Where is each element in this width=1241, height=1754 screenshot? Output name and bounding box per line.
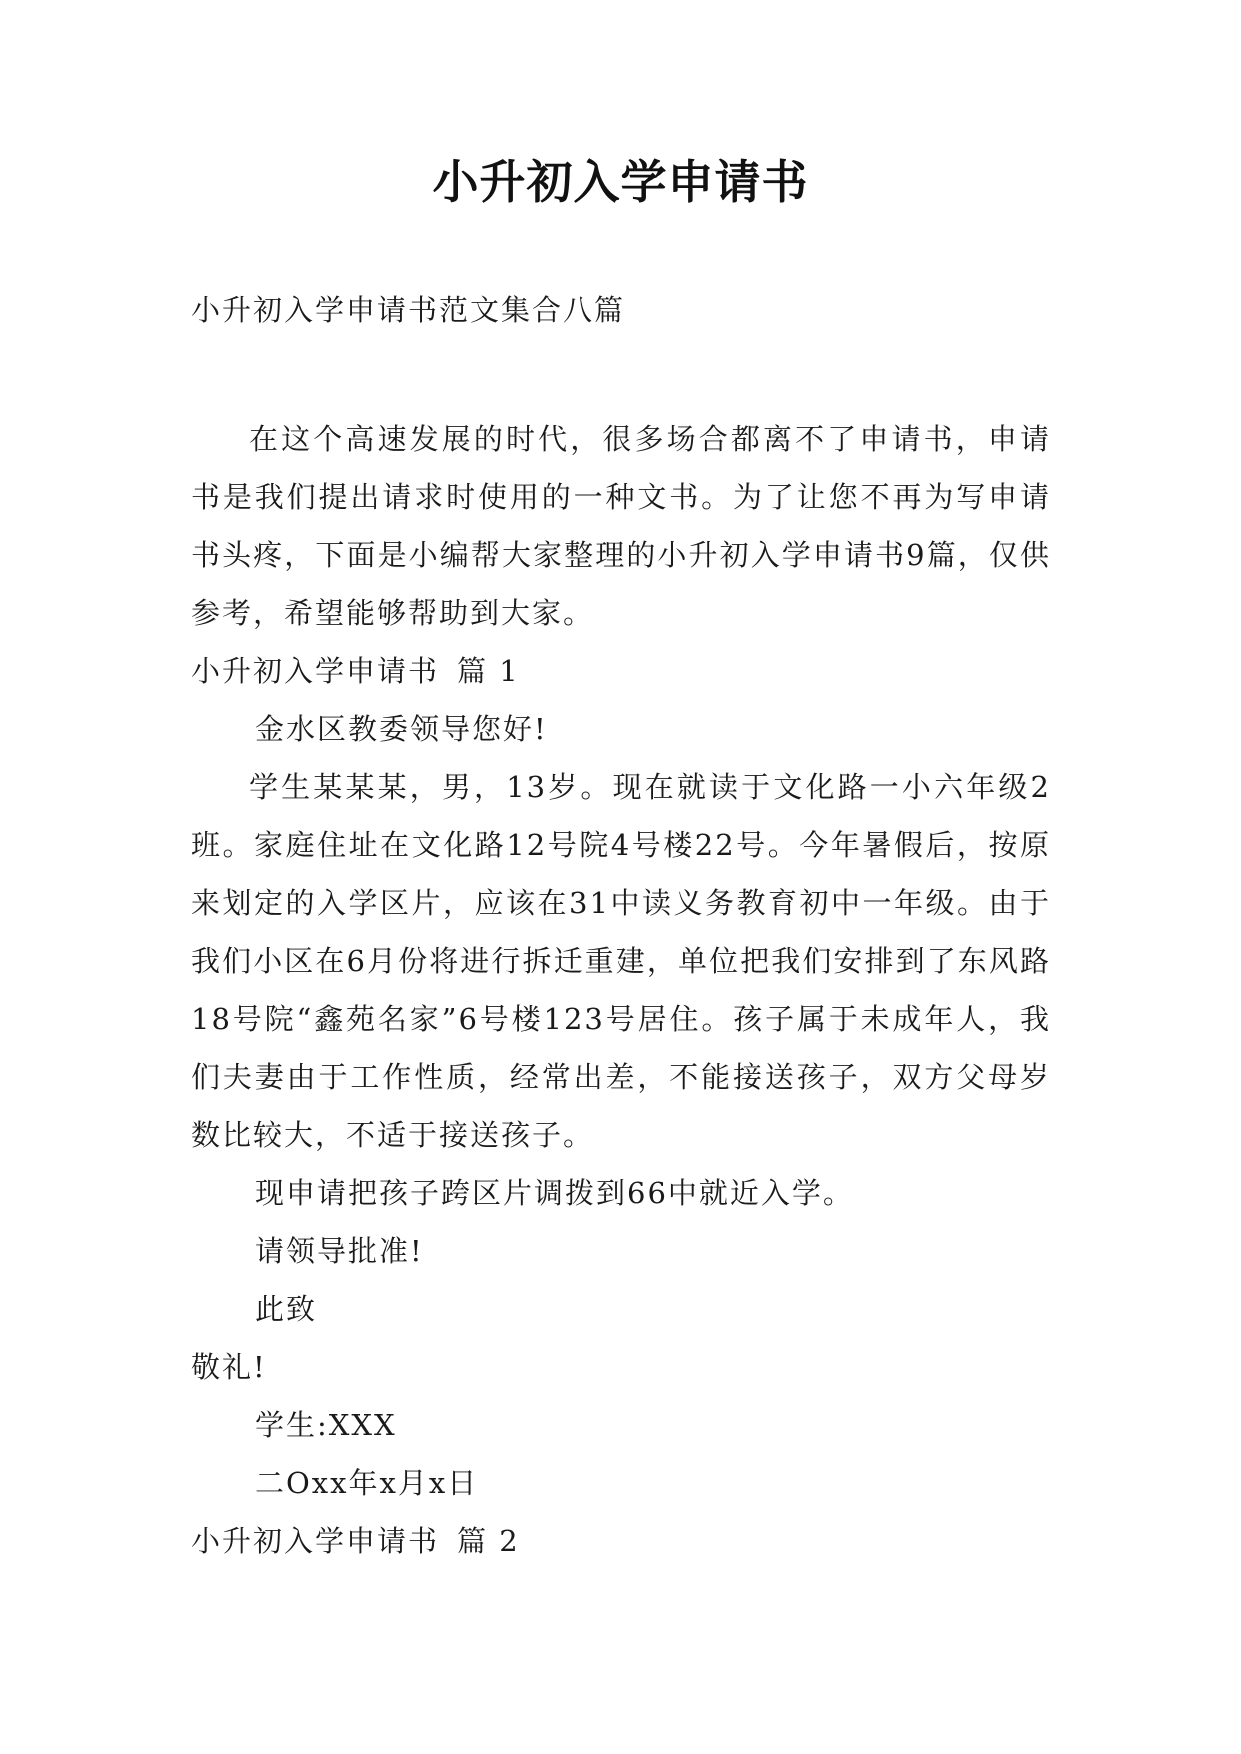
closing-line-2: 敬礼!	[191, 1350, 267, 1384]
section-heading-2-text: 小升初入学申请书	[191, 1524, 440, 1558]
date-line: 二Oxx年x月x日	[255, 1466, 479, 1500]
request-line: 现申请把孩子跨区片调拨到66中就近入学。	[255, 1176, 854, 1210]
document-title: 小升初入学申请书	[432, 155, 809, 209]
section-heading-2-number: 篇 2	[457, 1524, 520, 1558]
document-subtitle: 小升初入学申请书范文集合八篇	[191, 293, 626, 327]
section-heading-1-number: 篇 1	[457, 654, 520, 688]
salutation: 金水区教委领导您好!	[255, 712, 548, 746]
letter-body-paragraph: 学生某某某，男，13岁。现在就读于文化路一小六年级2班。家庭住址在文化路12号院4号楼22号。今年暑假后，按原来划定的入学区片，应该在31中读义务教育初中一年级。由于我们小区在6月份将进行拆迁重建，单位把我们安排到了东风路18号院“鑫苑名家”6号楼123号居住。孩子属于未成年人，我们夫妻由于工作性质，经常出差，不能接送孩子，双方父母岁数比较大，不适于接送孩子。	[191, 770, 1051, 1152]
section-heading-2	[191, 1512, 1051, 1570]
section-heading-1	[191, 642, 1051, 700]
signature-line: 学生:XXX	[255, 1408, 397, 1442]
section-heading-1-text: 小升初入学申请书	[191, 654, 440, 688]
document-body	[191, 410, 1051, 1570]
intro-paragraph: 在这个高速发展的时代，很多场合都离不了申请书，申请书是我们提出请求时使用的一种文书。为了让您不再为写申请书头疼，下面是小编帮大家整理的小升初入学申请书9篇，仅供参考，希望能够帮助到大家。	[191, 422, 1051, 630]
closing-line-1: 此致	[255, 1292, 318, 1326]
approval-line: 请领导批准!	[255, 1234, 424, 1268]
